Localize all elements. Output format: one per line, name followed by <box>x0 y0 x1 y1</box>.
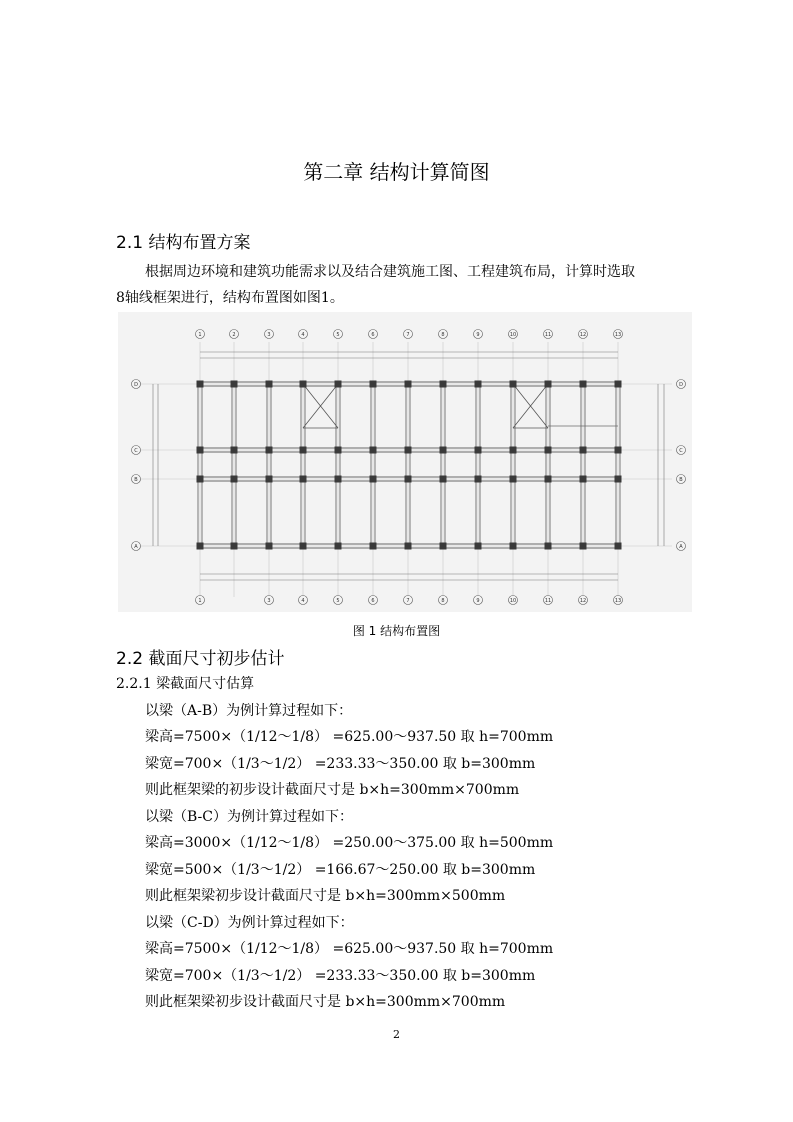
column <box>475 447 482 454</box>
section-2-1-heading: 2.1 结构布置方案 <box>116 233 251 253</box>
column <box>545 447 552 454</box>
column <box>545 476 552 483</box>
column <box>545 543 552 550</box>
column <box>300 543 307 550</box>
column <box>335 543 342 550</box>
calc-line: 则此框架梁初步设计截面尺寸是 b×h=300mm×500mm <box>145 888 506 904</box>
section-2-1-paragraph-line-2: 8轴线框架进行，结构布置图如图1。 <box>116 290 344 306</box>
column <box>300 476 307 483</box>
column <box>231 476 238 483</box>
column <box>231 543 238 550</box>
column <box>197 447 204 454</box>
axis-label: D <box>679 382 683 388</box>
column <box>440 381 447 388</box>
column <box>440 476 447 483</box>
structural-layout-figure <box>118 312 692 612</box>
axis-label: 3 <box>267 332 271 338</box>
column <box>231 381 238 388</box>
column <box>615 447 622 454</box>
section-2-1-paragraph-line-1: 根据周边环境和建筑功能需求以及结合建筑施工图、工程建筑布局，计算时选取 <box>145 264 635 280</box>
calc-line: 以梁（C-D）为例计算过程如下： <box>145 915 354 931</box>
column <box>510 381 517 388</box>
column <box>580 381 587 388</box>
column <box>405 476 412 483</box>
column <box>475 381 482 388</box>
column <box>580 447 587 454</box>
column <box>440 447 447 454</box>
column <box>197 381 204 388</box>
axis-label: 6 <box>371 598 375 604</box>
axis-label: 11 <box>544 332 552 338</box>
axis-label: A <box>134 544 138 550</box>
axis-label: 5 <box>336 332 340 338</box>
column <box>370 447 377 454</box>
axis-label: 10 <box>509 332 517 338</box>
axis-label: 1 <box>198 598 202 604</box>
axis-label: 3 <box>267 598 271 604</box>
column <box>580 543 587 550</box>
calc-line: 梁高=7500×（1/12～1/8） =625.00～937.50 取 h=700mm <box>145 729 554 745</box>
column <box>615 476 622 483</box>
chapter-title: 第二章 结构计算简图 <box>303 160 490 184</box>
column <box>405 381 412 388</box>
column <box>197 476 204 483</box>
calc-line: 梁高=7500×（1/12～1/8） =625.00～937.50 取 h=700mm <box>145 941 554 957</box>
section-2-2-1-subheading: 2.2.1 梁截面尺寸估算 <box>116 676 255 692</box>
calc-line: 梁宽=500×（1/3～1/2） =166.67～250.00 取 b=300mm <box>145 862 536 878</box>
axis-label: 6 <box>371 332 375 338</box>
page-number: 2 <box>393 1028 400 1041</box>
calc-line: 以梁（B-C）为例计算过程如下： <box>145 809 353 825</box>
axis-label: 10 <box>509 598 517 604</box>
column <box>510 447 517 454</box>
column <box>266 543 273 550</box>
column <box>405 447 412 454</box>
axis-label: B <box>134 477 138 483</box>
calc-line: 梁高=3000×（1/12～1/8） =250.00～375.00 取 h=500mm <box>145 835 554 851</box>
axis-label: C <box>134 448 138 454</box>
column <box>266 476 273 483</box>
structural-layout-drawing <box>118 312 692 612</box>
axis-label: 7 <box>406 598 410 604</box>
axis-label: 12 <box>579 332 587 338</box>
axis-label: 7 <box>406 332 410 338</box>
calc-line: 梁宽=700×（1/3～1/2） =233.33～350.00 取 b=300mm <box>145 756 536 772</box>
column <box>580 476 587 483</box>
column <box>510 476 517 483</box>
column <box>300 381 307 388</box>
axis-label: 4 <box>301 332 305 338</box>
column <box>231 447 238 454</box>
axis-label: 5 <box>336 598 340 604</box>
column <box>266 381 273 388</box>
axis-label: 8 <box>441 332 445 338</box>
column <box>545 381 552 388</box>
column <box>370 476 377 483</box>
axis-label: D <box>134 382 138 388</box>
column <box>510 543 517 550</box>
column <box>300 447 307 454</box>
axis-label: 11 <box>544 598 552 604</box>
column <box>475 476 482 483</box>
axis-label: 1 <box>198 332 202 338</box>
column <box>475 543 482 550</box>
calc-line: 以梁（A-B）为例计算过程如下： <box>145 703 353 719</box>
axis-label: C <box>679 448 683 454</box>
axis-label: 9 <box>476 598 480 604</box>
axis-label: A <box>679 544 683 550</box>
calc-line: 则此框架梁初步设计截面尺寸是 b×h=300mm×700mm <box>145 994 506 1010</box>
column <box>440 543 447 550</box>
figure-caption: 图 1 结构布置图 <box>352 624 441 638</box>
column <box>335 476 342 483</box>
axis-label: 2 <box>232 332 236 338</box>
section-2-2-heading: 2.2 截面尺寸初步估计 <box>116 649 285 669</box>
calc-line: 则此框架梁的初步设计截面尺寸是 b×h=300mm×700mm <box>145 782 520 798</box>
column <box>370 543 377 550</box>
column <box>615 381 622 388</box>
axis-label: 13 <box>614 332 622 338</box>
axis-label: 8 <box>441 598 445 604</box>
axis-label: 13 <box>614 598 622 604</box>
axis-label: B <box>679 477 683 483</box>
column <box>335 447 342 454</box>
column <box>370 381 377 388</box>
column <box>335 381 342 388</box>
axis-label: 9 <box>476 332 480 338</box>
axis-label: 4 <box>301 598 305 604</box>
column <box>615 543 622 550</box>
calc-line: 梁宽=700×（1/3～1/2） =233.33～350.00 取 b=300mm <box>145 968 536 984</box>
column <box>266 447 273 454</box>
column <box>197 543 204 550</box>
axis-label: 12 <box>579 598 587 604</box>
column <box>405 543 412 550</box>
